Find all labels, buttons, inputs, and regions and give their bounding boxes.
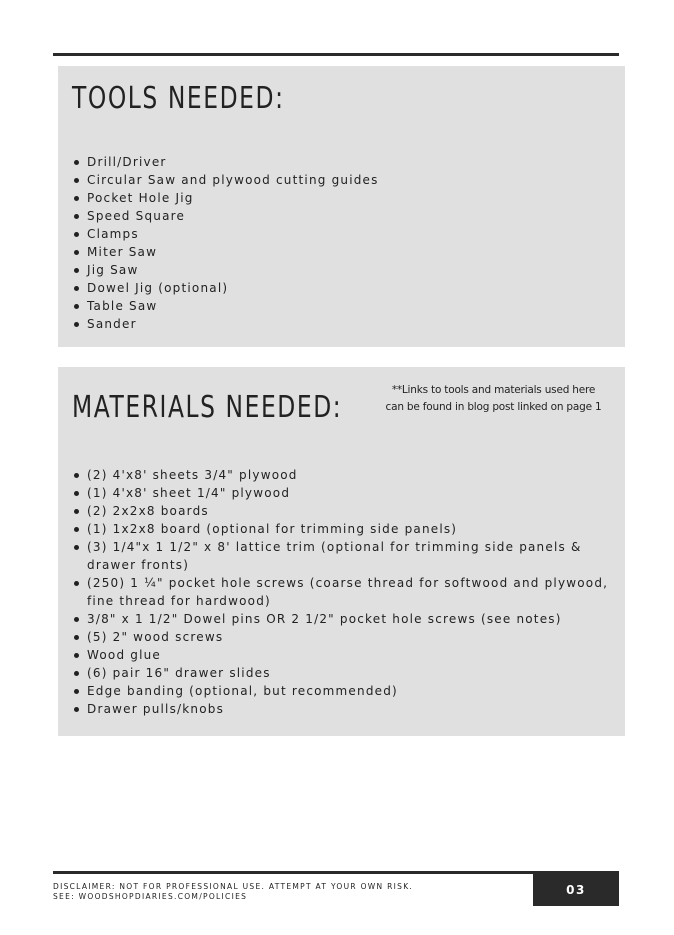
links-note-line: can be found in blog post linked on page 1 <box>385 401 602 413</box>
page-number-badge <box>533 873 619 906</box>
links-note <box>366 382 621 416</box>
tools-heading: TOOLS NEEDED: <box>72 81 285 116</box>
tools-panel <box>58 66 625 347</box>
materials-panel <box>58 367 625 736</box>
list-item: Table Saw <box>70 297 615 315</box>
list-item: Pocket Hole Jig <box>70 189 615 207</box>
list-item: (1) 1x2x8 board (optional for trimming side panels) <box>70 520 615 538</box>
list-item: Speed Square <box>70 207 615 225</box>
list-item: Drawer pulls/knobs <box>70 700 615 718</box>
list-item: Wood glue <box>70 646 615 664</box>
list-item: Jig Saw <box>70 261 615 279</box>
links-note-line: **Links to tools and materials used here <box>391 384 596 396</box>
list-item: (2) 4'x8' sheets 3/4" plywood <box>70 466 615 484</box>
disclaimer-policy-link[interactable]: SEE: WOODSHOPDIARIES.COM/POLICIES <box>53 892 248 901</box>
list-item: Circular Saw and plywood cutting guides <box>70 171 615 189</box>
list-item: Drill/Driver <box>70 153 615 171</box>
list-item: Edge banding (optional, but recommended) <box>70 682 615 700</box>
list-item: Dowel Jig (optional) <box>70 279 615 297</box>
page-number: 03 <box>566 882 586 897</box>
list-item: Clamps <box>70 225 615 243</box>
list-item: (5) 2" wood screws <box>70 628 615 646</box>
list-item: 3/8" x 1 1/2" Dowel pins OR 2 1/2" pocket hole screws (see notes) <box>70 610 615 628</box>
list-item: (6) pair 16" drawer slides <box>70 664 615 682</box>
materials-list <box>70 466 615 718</box>
list-item: (3) 1/4"x 1 1/2" x 8' lattice trim (optional for trimming side panels & drawer fronts) <box>70 538 615 574</box>
list-item: Miter Saw <box>70 243 615 261</box>
list-item: (2) 2x2x8 boards <box>70 502 615 520</box>
disclaimer-line: DISCLAIMER: NOT FOR PROFESSIONAL USE. ATTEMPT AT YOUR OWN RISK. <box>53 882 414 891</box>
list-item: (250) 1 ¼" pocket hole screws (coarse thread for softwood and plywood, fine thread for hardwood) <box>70 574 615 610</box>
top-divider <box>53 53 619 56</box>
materials-heading: MATERIALS NEEDED: <box>72 390 343 425</box>
disclaimer <box>53 882 453 902</box>
tools-list <box>70 153 615 333</box>
list-item: Sander <box>70 315 615 333</box>
list-item: (1) 4'x8' sheet 1/4" plywood <box>70 484 615 502</box>
